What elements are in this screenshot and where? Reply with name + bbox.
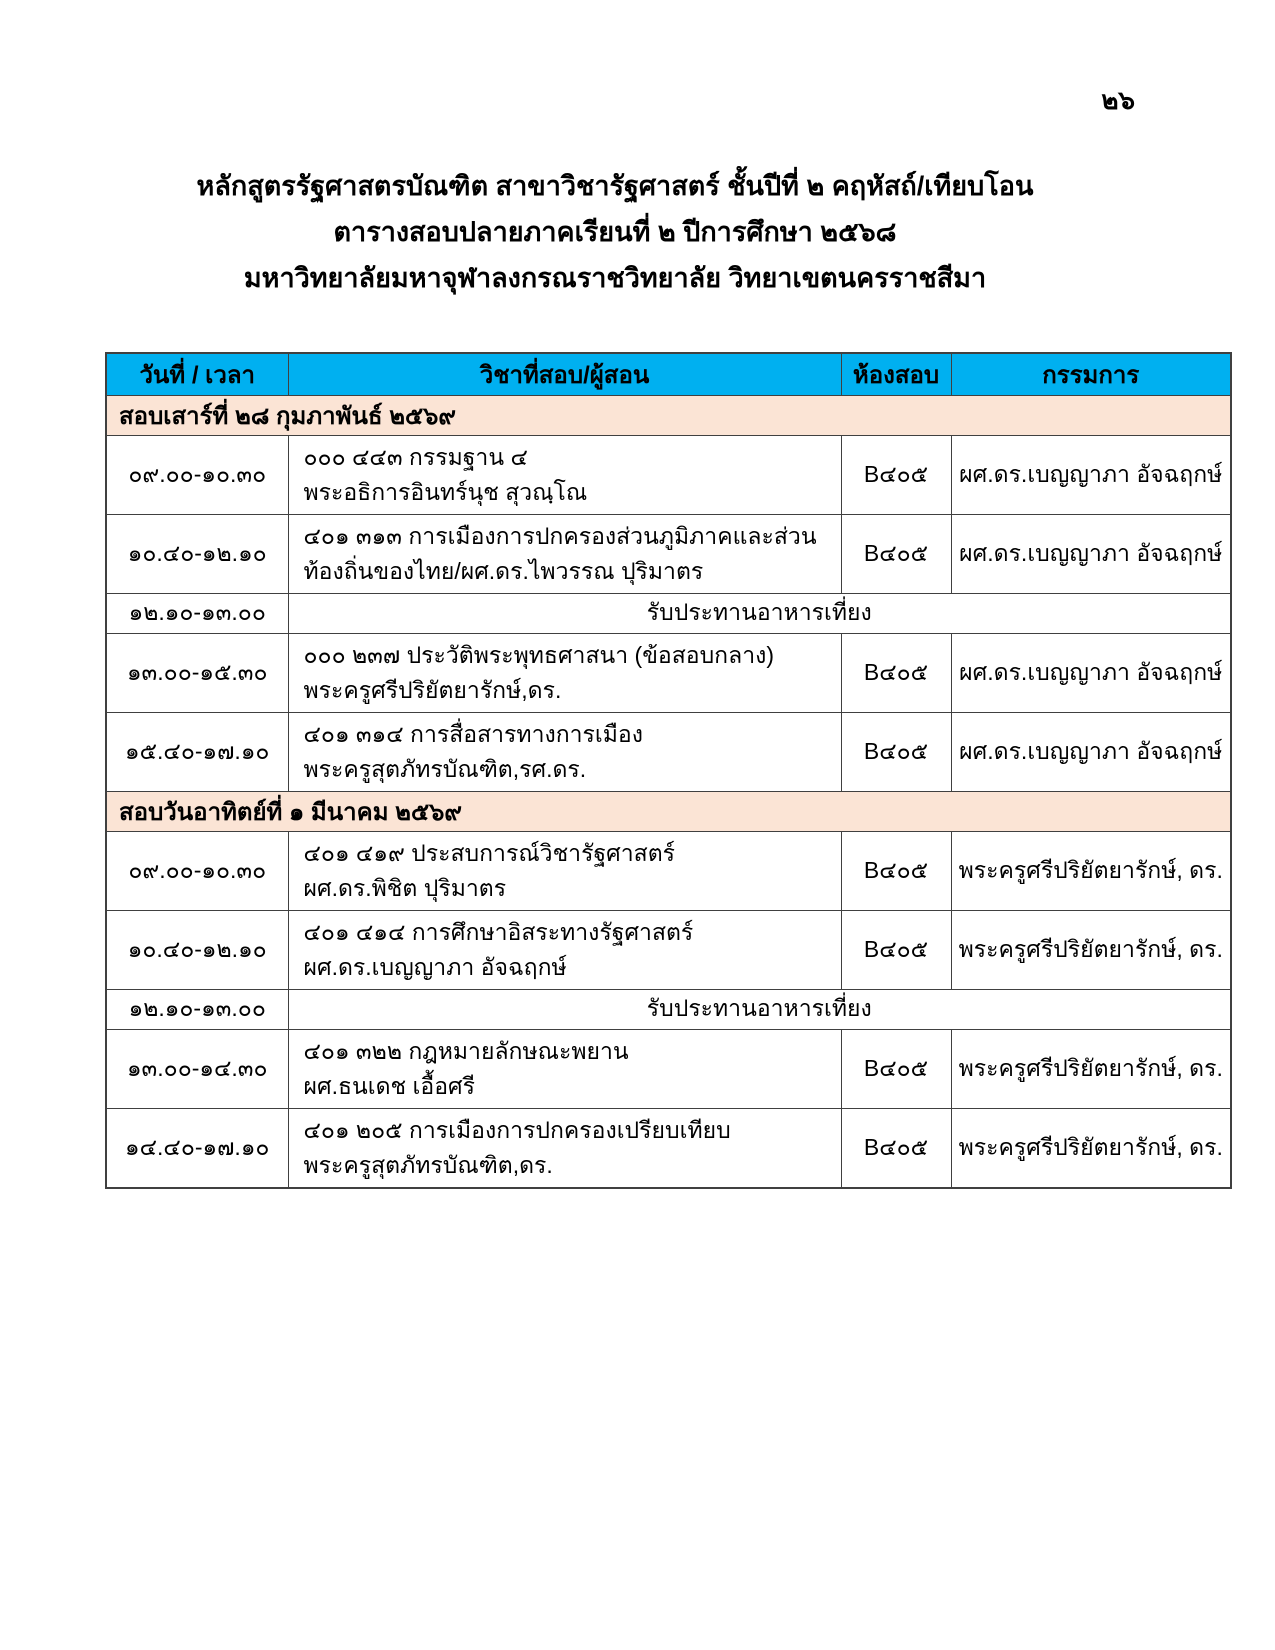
room-cell: B๔๐๕ — [841, 712, 951, 791]
document-title-block — [0, 163, 1230, 301]
subject-line: ๔๐๑ ๓๒๒ กฎหมายลักษณะพยาน — [303, 1037, 629, 1064]
instructor-line: ท้องถิ่นของไทย/ผศ.ดร.ไพวรรณ ปุริมาตร — [303, 557, 704, 584]
committee-cell: พระครูศรีปริยัตยารักษ์, ดร. — [951, 831, 1231, 910]
instructor-line: พระครูสุตภัทรบัณฑิต,รศ.ดร. — [303, 755, 587, 782]
time-cell: ๑๕.๔๐-๑๗.๑๐ — [106, 712, 288, 791]
table-row — [106, 633, 1231, 712]
subject-line: ๐๐๐ ๔๔๓ กรรมฐาน ๔ — [303, 443, 528, 470]
section-header-row — [106, 791, 1231, 831]
subject-cell — [288, 1108, 841, 1188]
subject-cell — [288, 910, 841, 989]
lunch-break-label: รับประทานอาหารเที่ยง — [288, 989, 1231, 1029]
table-row — [106, 831, 1231, 910]
table-row — [106, 435, 1231, 514]
instructor-line: ผศ.ดร.เบญญาภา อัจฉฤกษ์ — [303, 953, 567, 980]
lunch-break-row — [106, 593, 1231, 633]
committee-cell: ผศ.ดร.เบญญาภา อัจฉฤกษ์ — [951, 514, 1231, 593]
subject-line: ๔๐๑ ๒๐๕ การเมืองการปกครองเปรียบเทียบ — [303, 1116, 731, 1143]
section-header-row — [106, 395, 1231, 435]
time-cell: ๑๒.๑๐-๑๓.๐๐ — [106, 989, 288, 1029]
table-row — [106, 1108, 1231, 1188]
subject-cell — [288, 1029, 841, 1108]
instructor-line: ผศ.ดร.พิชิต ปุริมาตร — [303, 874, 507, 901]
lunch-break-label: รับประทานอาหารเที่ยง — [288, 593, 1231, 633]
subject-cell — [288, 633, 841, 712]
title-line-2: ตารางสอบปลายภาคเรียนที่ ๒ ปีการศึกษา ๒๕๖๘ — [333, 217, 897, 247]
time-cell: ๑๐.๔๐-๑๒.๑๐ — [106, 514, 288, 593]
room-cell: B๔๐๕ — [841, 633, 951, 712]
time-cell: ๑๔.๔๐-๑๗.๑๐ — [106, 1108, 288, 1188]
room-cell: B๔๐๕ — [841, 1029, 951, 1108]
subject-cell — [288, 712, 841, 791]
room-cell: B๔๐๕ — [841, 514, 951, 593]
section-title: สอบวันอาทิตย์ที่ ๑ มีนาคม ๒๕๖๙ — [106, 791, 1231, 831]
subject-line: ๔๐๑ ๓๑๔ การสื่อสารทางการเมือง — [303, 720, 643, 747]
subject-cell — [288, 514, 841, 593]
column-header-exam-room: ห้องสอบ — [841, 353, 951, 395]
time-cell: ๐๙.๐๐-๑๐.๓๐ — [106, 435, 288, 514]
subject-line: ๔๐๑ ๔๑๙ ประสบการณ์วิชารัฐศาสตร์ — [303, 839, 675, 866]
committee-cell: ผศ.ดร.เบญญาภา อัจฉฤกษ์ — [951, 435, 1231, 514]
column-header-committee: กรรมการ — [951, 353, 1231, 395]
subject-line: ๐๐๐ ๒๓๗ ประวัติพระพุทธศาสนา (ข้อสอบกลาง) — [303, 641, 775, 668]
subject-cell — [288, 435, 841, 514]
committee-cell: ผศ.ดร.เบญญาภา อัจฉฤกษ์ — [951, 712, 1231, 791]
subject-line: ๔๐๑ ๔๑๔ การศึกษาอิสระทางรัฐศาสตร์ — [303, 918, 694, 945]
committee-cell: ผศ.ดร.เบญญาภา อัจฉฤกษ์ — [951, 633, 1231, 712]
committee-cell: พระครูศรีปริยัตยารักษ์, ดร. — [951, 910, 1231, 989]
time-cell: ๑๓.๐๐-๑๕.๓๐ — [106, 633, 288, 712]
instructor-line: ผศ.ธนเดช เอื้อศรี — [303, 1072, 475, 1099]
section-title: สอบเสาร์ที่ ๒๘ กุมภาพันธ์ ๒๕๖๙ — [106, 395, 1231, 435]
table-row — [106, 712, 1231, 791]
room-cell: B๔๐๕ — [841, 1108, 951, 1188]
table-header-row — [106, 353, 1231, 395]
instructor-line: พระครูสุตภัทรบัณฑิต,ดร. — [303, 1151, 553, 1178]
time-cell: ๐๙.๐๐-๑๐.๓๐ — [106, 831, 288, 910]
table-row — [106, 1029, 1231, 1108]
room-cell: B๔๐๕ — [841, 831, 951, 910]
room-cell: B๔๐๕ — [841, 910, 951, 989]
time-cell: ๑๓.๐๐-๑๔.๓๐ — [106, 1029, 288, 1108]
page-number: ๒๖ — [1101, 85, 1135, 115]
instructor-line: พระอธิการอินทร์นุช สุวณฺโณ — [303, 478, 588, 505]
subject-line: ๔๐๑ ๓๑๓ การเมืองการปกครองส่วนภูมิภาคและส่วน — [303, 522, 817, 549]
time-cell: ๑๒.๑๐-๑๓.๐๐ — [106, 593, 288, 633]
title-line-3: มหาวิทยาลัยมหาจุฬาลงกรณราชวิทยาลัย วิทยาเขตนครราชสีมา — [243, 263, 987, 293]
exam-schedule-table — [105, 352, 1232, 1189]
title-line-1: หลักสูตรรัฐศาสตรบัณฑิต สาขาวิชารัฐศาสตร์ ชั้นปีที่ ๒ คฤหัสถ์/เทียบโอน — [196, 171, 1034, 201]
table-row — [106, 514, 1231, 593]
column-header-subject-instructor: วิชาที่สอบ/ผู้สอน — [288, 353, 841, 395]
column-header-date-time: วันที่ / เวลา — [106, 353, 288, 395]
lunch-break-row — [106, 989, 1231, 1029]
committee-cell: พระครูศรีปริยัตยารักษ์, ดร. — [951, 1029, 1231, 1108]
room-cell: B๔๐๕ — [841, 435, 951, 514]
time-cell: ๑๐.๔๐-๑๒.๑๐ — [106, 910, 288, 989]
subject-cell — [288, 831, 841, 910]
committee-cell: พระครูศรีปริยัตยารักษ์, ดร. — [951, 1108, 1231, 1188]
table-row — [106, 910, 1231, 989]
instructor-line: พระครูศรีปริยัตยารักษ์,ดร. — [303, 676, 562, 703]
